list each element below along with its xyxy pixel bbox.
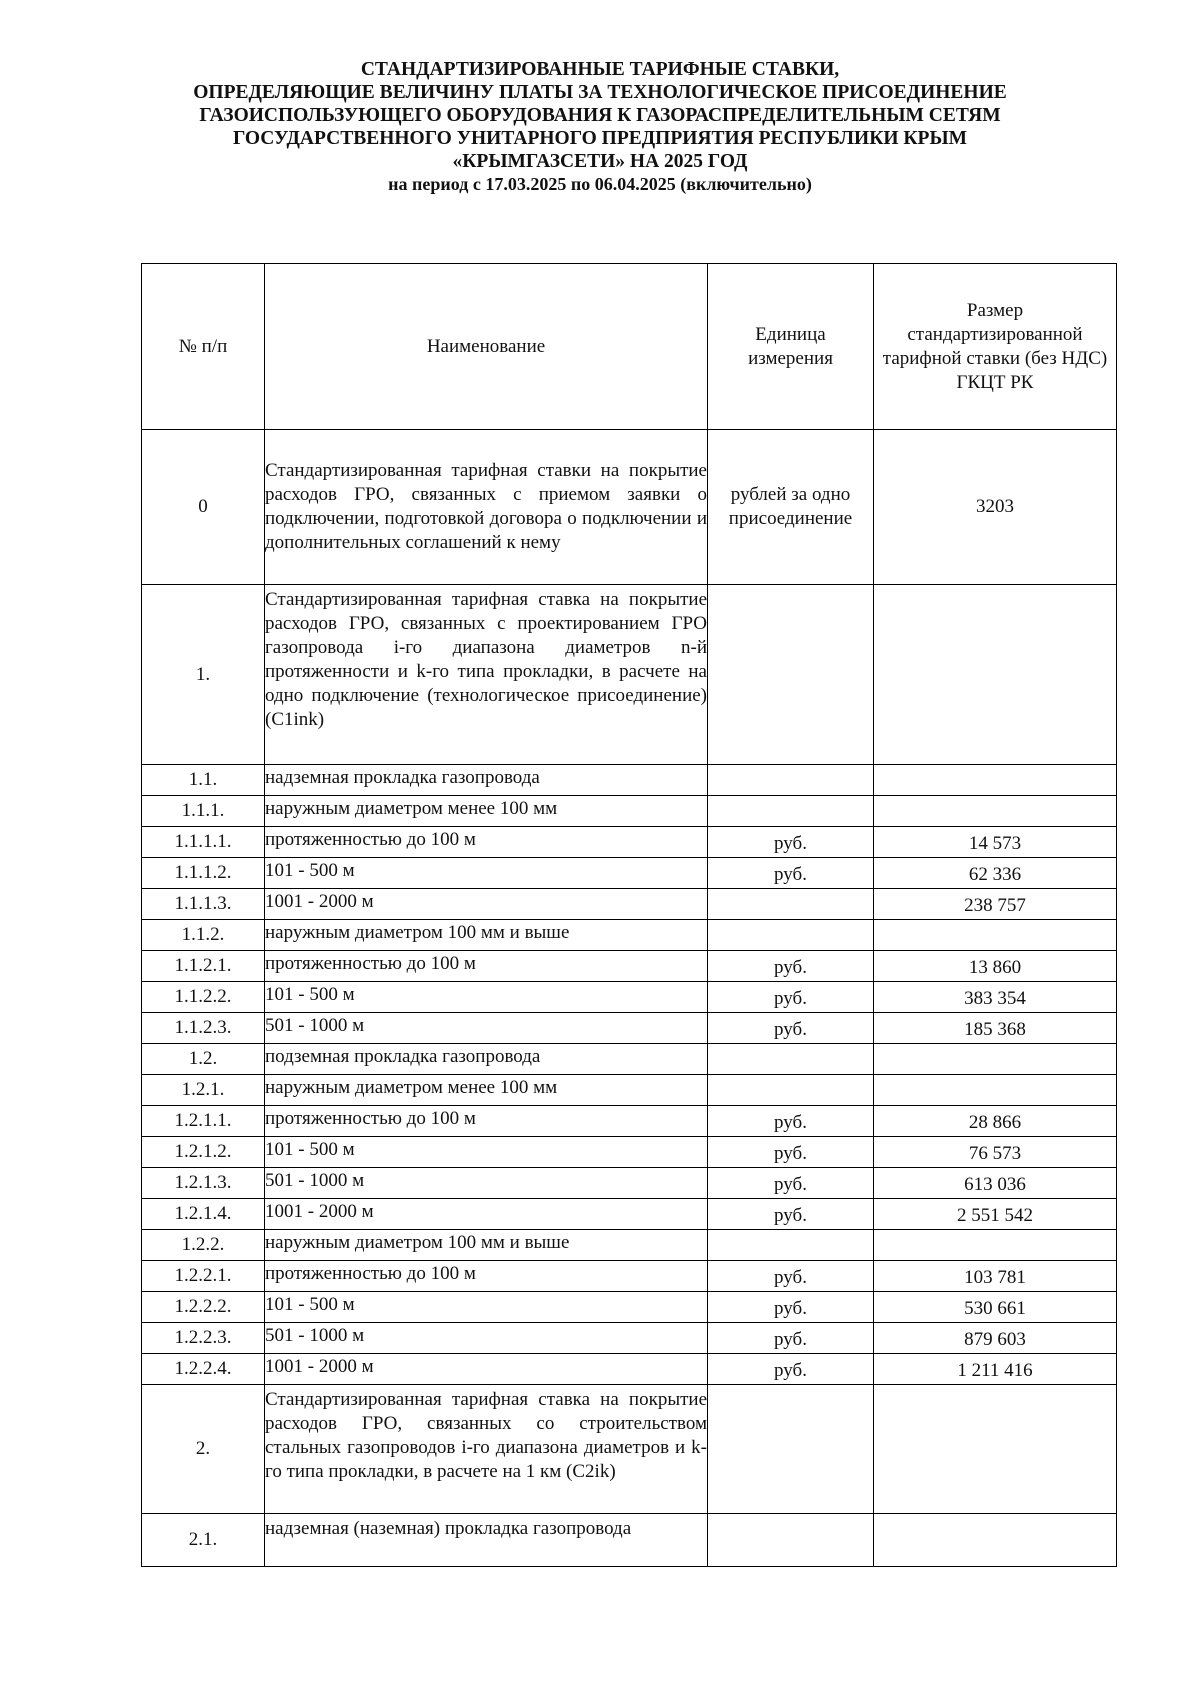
- table-row: [142, 889, 1117, 920]
- document-title: [90, 58, 1110, 196]
- table-row: [142, 796, 1117, 827]
- row-unit: руб.: [708, 1013, 874, 1044]
- row-value: 238 757: [874, 889, 1117, 920]
- table-header-row: [142, 264, 1117, 430]
- table-row: [142, 1013, 1117, 1044]
- row-unit: [708, 889, 874, 920]
- row-value: 14 573: [874, 827, 1117, 858]
- row-name: 1001 - 2000 м: [265, 1354, 708, 1385]
- row-unit: [708, 1075, 874, 1106]
- row-unit: [708, 1044, 874, 1075]
- table-row: [142, 1106, 1117, 1137]
- table-row: [142, 1323, 1117, 1354]
- title-line: ГАЗОИСПОЛЬЗУЮЩЕГО ОБОРУДОВАНИЯ К ГАЗОРАСПРЕДЕЛИТЕЛЬНЫМ СЕТЯМ: [199, 105, 1001, 126]
- row-unit: [708, 1514, 874, 1567]
- table-row: [142, 765, 1117, 796]
- title-line: «КРЫМГАЗСЕТИ» НА 2025 ГОД: [452, 151, 748, 172]
- row-num: 1.2.1.1.: [142, 1106, 265, 1137]
- row-name: наружным диаметром 100 мм и выше: [265, 920, 708, 951]
- row-name: 501 - 1000 м: [265, 1013, 708, 1044]
- row-unit: [708, 1230, 874, 1261]
- table-row: [142, 585, 1117, 765]
- row-num: 1.1.2.2.: [142, 982, 265, 1013]
- row-value: [874, 1514, 1117, 1567]
- row-num: 1.2.: [142, 1044, 265, 1075]
- row-unit: руб.: [708, 1261, 874, 1292]
- row-value: 28 866: [874, 1106, 1117, 1137]
- header-unit: Единица измерения: [708, 264, 874, 430]
- row-unit: руб.: [708, 1354, 874, 1385]
- row-value: [874, 1075, 1117, 1106]
- row-num: 2.: [142, 1385, 265, 1514]
- table-row: [142, 1292, 1117, 1323]
- title-line: ОПРЕДЕЛЯЮЩИЕ ВЕЛИЧИНУ ПЛАТЫ ЗА ТЕХНОЛОГИЧЕСКОЕ ПРИСОЕДИНЕНИЕ: [193, 82, 1007, 103]
- row-num: 1.2.1.3.: [142, 1168, 265, 1199]
- row-value: 1 211 416: [874, 1354, 1117, 1385]
- row-value: [874, 920, 1117, 951]
- row-num: 1.2.1.4.: [142, 1199, 265, 1230]
- row-name: протяженностью до 100 м: [265, 827, 708, 858]
- row-name: надземная (наземная) прокладка газопровода: [265, 1514, 708, 1567]
- row-num: 2.1.: [142, 1514, 265, 1567]
- row-name: 101 - 500 м: [265, 858, 708, 889]
- row-value: [874, 1385, 1117, 1514]
- title-line: ГОСУДАРСТВЕННОГО УНИТАРНОГО ПРЕДПРИЯТИЯ РЕСПУБЛИКИ КРЫМ: [232, 128, 967, 149]
- row-name: подземная прокладка газопровода: [265, 1044, 708, 1075]
- row-num: 1.1.1.3.: [142, 889, 265, 920]
- tariff-table: [141, 263, 1117, 1567]
- table-row: [142, 920, 1117, 951]
- row-unit: руб.: [708, 1168, 874, 1199]
- table-row: [142, 1385, 1117, 1514]
- row-name: надземная прокладка газопровода: [265, 765, 708, 796]
- row-name: 101 - 500 м: [265, 1292, 708, 1323]
- row-num: 1.1.1.: [142, 796, 265, 827]
- row-num: 1.1.1.1.: [142, 827, 265, 858]
- row-name: наружным диаметром менее 100 мм: [265, 796, 708, 827]
- table-row: [142, 1354, 1117, 1385]
- row-num: 1.2.2.1.: [142, 1261, 265, 1292]
- row-num: 1.2.1.: [142, 1075, 265, 1106]
- row-num: 1.1.2.1.: [142, 951, 265, 982]
- row-unit: [708, 920, 874, 951]
- row-unit: руб.: [708, 951, 874, 982]
- row-name: наружным диаметром 100 мм и выше: [265, 1230, 708, 1261]
- row-value: 879 603: [874, 1323, 1117, 1354]
- row-value: 103 781: [874, 1261, 1117, 1292]
- row-value: 185 368: [874, 1013, 1117, 1044]
- row-num: 0: [142, 430, 265, 585]
- row-unit: руб.: [708, 982, 874, 1013]
- row-num: 1.2.2.4.: [142, 1354, 265, 1385]
- period-line: на период с 17.03.2025 по 06.04.2025 (включительно): [388, 174, 812, 194]
- row-value: 3203: [874, 430, 1117, 585]
- row-unit: [708, 765, 874, 796]
- row-value: [874, 796, 1117, 827]
- title-line: СТАНДАРТИЗИРОВАННЫЕ ТАРИФНЫЕ СТАВКИ,: [360, 59, 840, 80]
- row-value: [874, 765, 1117, 796]
- row-name: протяженностью до 100 м: [265, 1261, 708, 1292]
- row-name: 501 - 1000 м: [265, 1168, 708, 1199]
- row-value: 530 661: [874, 1292, 1117, 1323]
- row-unit: [708, 585, 874, 765]
- row-num: 1.2.2.2.: [142, 1292, 265, 1323]
- row-name: Стандартизированная тарифная ставка на покрытие расходов ГРО, связанных со строительством стальных газопроводов i-го диапазона диаметров и k-го типа прокладки, в расчете на 1 км (C2ik): [265, 1385, 708, 1514]
- row-num: 1.2.2.3.: [142, 1323, 265, 1354]
- table-row: [142, 1044, 1117, 1075]
- row-value: 383 354: [874, 982, 1117, 1013]
- row-name: протяженностью до 100 м: [265, 1106, 708, 1137]
- row-unit: руб.: [708, 1106, 874, 1137]
- row-unit: [708, 796, 874, 827]
- header-name: Наименование: [265, 264, 708, 430]
- row-value: 76 573: [874, 1137, 1117, 1168]
- row-unit: руб.: [708, 1292, 874, 1323]
- row-num: 1.1.1.2.: [142, 858, 265, 889]
- row-value: 613 036: [874, 1168, 1117, 1199]
- header-num: № п/п: [142, 264, 265, 430]
- row-value: [874, 1230, 1117, 1261]
- row-name: 501 - 1000 м: [265, 1323, 708, 1354]
- row-unit: руб.: [708, 1137, 874, 1168]
- row-name: наружным диаметром менее 100 мм: [265, 1075, 708, 1106]
- row-value: [874, 1044, 1117, 1075]
- row-name: Стандартизированная тарифная ставки на покрытие расходов ГРО, связанных с приемом заявки о подключении, подготовкой договора о подключении и дополнительных соглашений к нему: [265, 430, 708, 585]
- row-num: 1.2.2.: [142, 1230, 265, 1261]
- table-row: [142, 951, 1117, 982]
- row-unit: руб.: [708, 827, 874, 858]
- row-name: протяженностью до 100 м: [265, 951, 708, 982]
- table-row: [142, 1514, 1117, 1567]
- table-row: [142, 982, 1117, 1013]
- table-row: [142, 1199, 1117, 1230]
- row-num: 1.1.2.3.: [142, 1013, 265, 1044]
- row-value: [874, 585, 1117, 765]
- table-row: [142, 827, 1117, 858]
- table-row: [142, 858, 1117, 889]
- table-row: [142, 430, 1117, 585]
- row-name: 1001 - 2000 м: [265, 889, 708, 920]
- row-unit: руб.: [708, 1199, 874, 1230]
- row-name: 1001 - 2000 м: [265, 1199, 708, 1230]
- row-name: Стандартизированная тарифная ставка на покрытие расходов ГРО, связанных с проектированием ГРО газопровода i-го диапазона диаметров n-й протяженности и k-го типа прокладки, в расчете на одно подключение (технологическое присоединение) (C1ink): [265, 585, 708, 765]
- table-row: [142, 1230, 1117, 1261]
- row-value: 62 336: [874, 858, 1117, 889]
- row-value: 2 551 542: [874, 1199, 1117, 1230]
- row-name: 101 - 500 м: [265, 982, 708, 1013]
- table-row: [142, 1075, 1117, 1106]
- row-unit: руб.: [708, 1323, 874, 1354]
- row-unit: рублей за одно присоединение: [708, 430, 874, 585]
- row-num: 1.2.1.2.: [142, 1137, 265, 1168]
- row-name: 101 - 500 м: [265, 1137, 708, 1168]
- row-value: 13 860: [874, 951, 1117, 982]
- row-num: 1.1.2.: [142, 920, 265, 951]
- row-unit: [708, 1385, 874, 1514]
- row-num: 1.1.: [142, 765, 265, 796]
- table-row: [142, 1261, 1117, 1292]
- table-row: [142, 1168, 1117, 1199]
- table-row: [142, 1137, 1117, 1168]
- row-unit: руб.: [708, 858, 874, 889]
- row-num: 1.: [142, 585, 265, 765]
- header-value: Размер стандартизированной тарифной ставки (без НДС) ГКЦТ РК: [874, 264, 1117, 430]
